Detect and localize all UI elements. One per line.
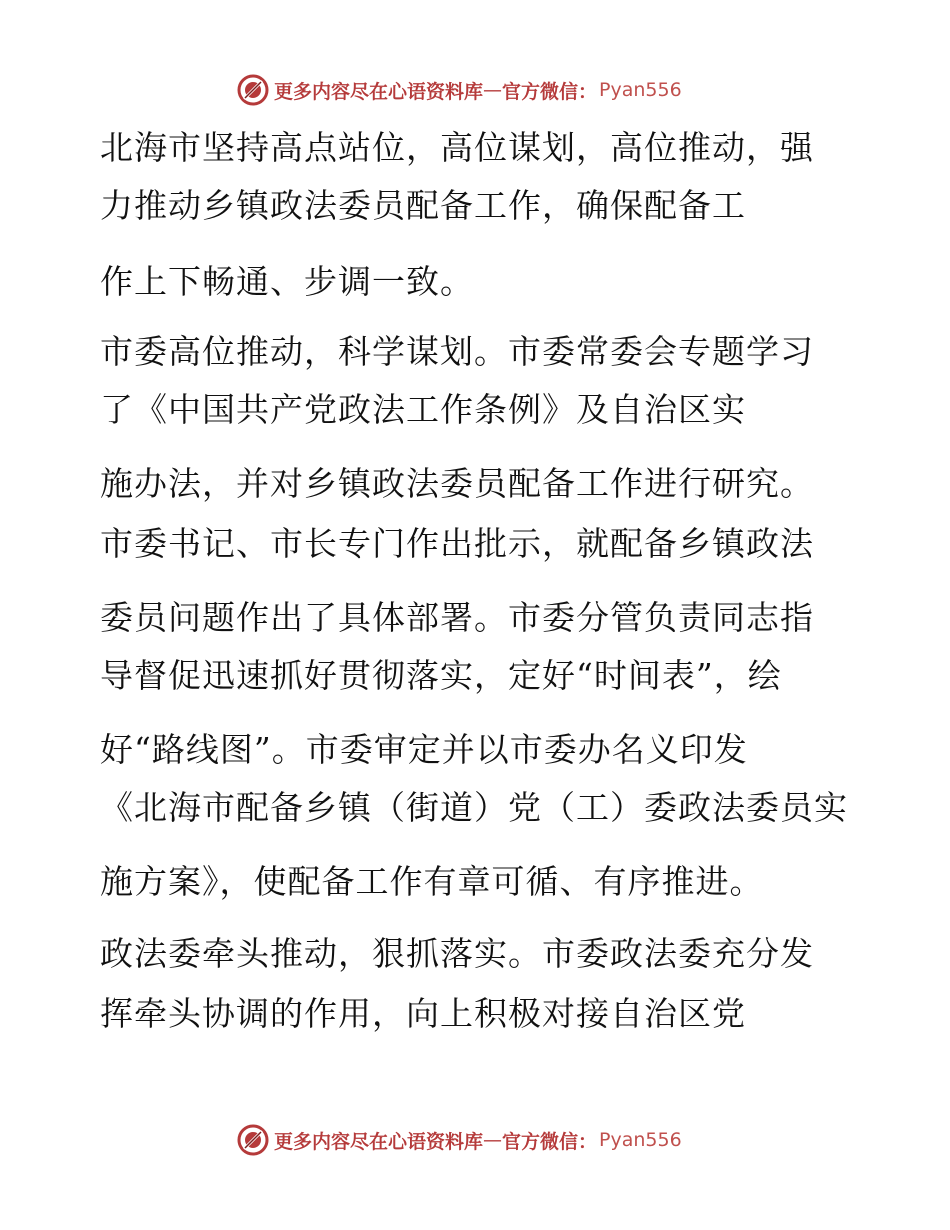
body-line: 市委高位推动，科学谋划。市委常委会专题学习 [100, 332, 814, 371]
body-line: 挥牵头协调的作用，向上积极对接自治区党 [100, 994, 746, 1033]
body-line: 市委书记、市长专门作出批示，就配备乡镇政法 [100, 524, 814, 563]
banner-separator: — [483, 1129, 503, 1151]
body-line: 政法委牵头推动，狠抓落实。市委政法委充分发 [100, 934, 814, 973]
footer-banner [236, 1122, 682, 1158]
body-line: 力推动乡镇政法委员配备工作，确保配备工 [100, 186, 746, 225]
body-line: 北海市坚持高点站位，高位谋划，高位推动，强 [100, 128, 814, 167]
banner-brand-text: 更多内容尽在心语资料库 [274, 80, 484, 103]
body-line: 作上下畅通、步调一致。 [100, 262, 474, 301]
body-line: 好“路线图”。市委审定并以市委办名义印发 [100, 730, 748, 769]
body-line: 施方案》，使配备工作有章可循、有序推进。 [100, 862, 764, 901]
banner-wechat-id: Pyan556 [599, 79, 682, 101]
banner-separator: — [483, 79, 503, 101]
banner-wechat-id: Pyan556 [599, 1129, 682, 1151]
banner-official-label: 官方微信： [502, 80, 598, 103]
brand-logo-icon [236, 73, 270, 107]
banner-brand-text: 更多内容尽在心语资料库 [274, 1130, 484, 1153]
banner-official-label: 官方微信： [502, 1130, 598, 1153]
brand-logo-icon [236, 1123, 270, 1157]
body-line: 施办法，并对乡镇政法委员配备工作进行研究。 [100, 464, 814, 503]
body-line: 导督促迅速抓好贯彻落实，定好“时间表”，绘 [100, 656, 782, 695]
body-line: 委员问题作出了具体部署。市委分管负责同志指 [100, 598, 814, 637]
header-banner [236, 72, 682, 108]
body-line: 了《中国共产党政法工作条例》及自治区实 [100, 390, 746, 429]
body-line: 《北海市配备乡镇（街道）党（工）委政法委员实 [100, 788, 848, 827]
